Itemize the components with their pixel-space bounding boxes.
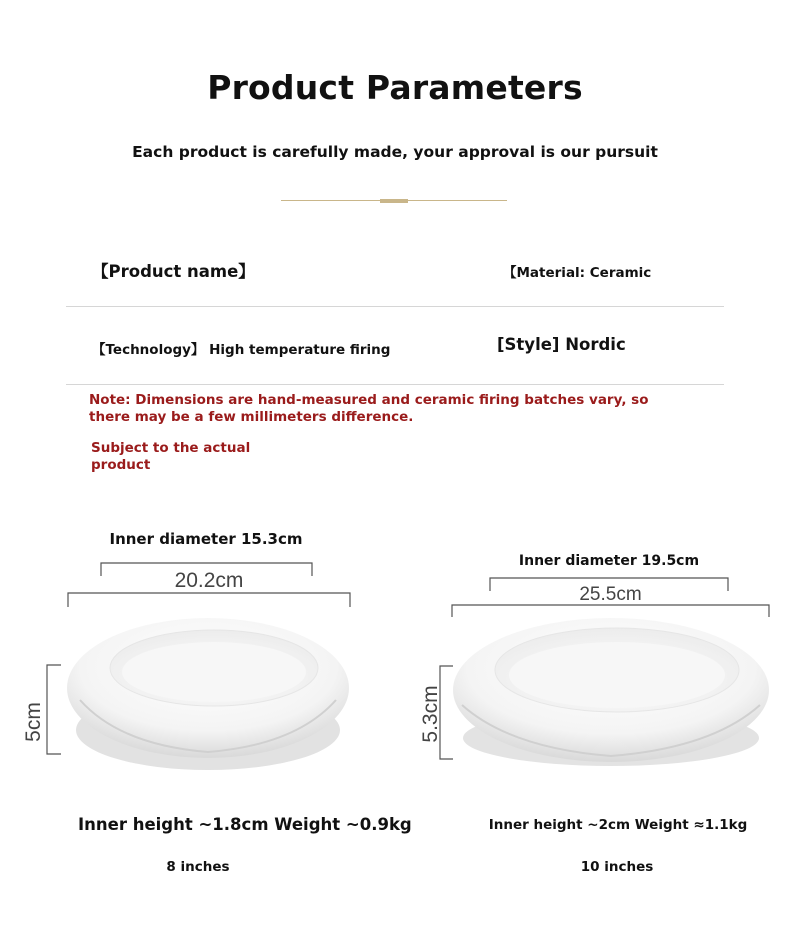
plate-1-inner-diameter-label: Inner diameter 15.3cm bbox=[109, 530, 303, 548]
plate-1-image bbox=[67, 618, 349, 770]
plate-2-inner-height-weight: Inner height ~2cm Weight ≈1.1kg bbox=[488, 817, 748, 833]
plate-2-inner-diameter-label: Inner diameter 19.5cm bbox=[518, 553, 700, 569]
spec-material: 【Material: Ceramic bbox=[503, 265, 652, 281]
plate-1-height-bracket bbox=[47, 665, 61, 754]
plate-1-outer-diameter-label: 20.2cm bbox=[174, 569, 244, 592]
plate-2-outer-diameter-bracket bbox=[452, 605, 769, 617]
spec-product-name: 【Product name】 bbox=[92, 262, 255, 281]
dimension-note: Note: Dimensions are hand-measured and ceramic firing batches vary, so there may be a few millimeters difference. bbox=[89, 392, 649, 425]
plate-1-inner-height-weight: Inner height ~1.8cm Weight ~0.9kg bbox=[78, 815, 412, 834]
plate-1-height-label: 5cm bbox=[22, 702, 45, 742]
plate-1-outer-diameter-bracket bbox=[68, 593, 350, 607]
plate-2-height-label: 5.3cm bbox=[419, 685, 442, 743]
plate-2-outer-diameter-label: 25.5cm bbox=[579, 584, 642, 605]
actual-product-note: Subject to the actual product bbox=[91, 440, 251, 473]
page-title: Product Parameters bbox=[207, 68, 583, 107]
plate-2-image bbox=[453, 618, 769, 766]
plate-1-size-label: 8 inches bbox=[166, 859, 230, 875]
spec-style: [Style] Nordic bbox=[497, 335, 626, 354]
page-subtitle: Each product is carefully made, your approval is our pursuit bbox=[132, 143, 658, 161]
spec-technology: 【Technology】 High temperature firing bbox=[92, 342, 391, 358]
plate-2-size-label: 10 inches bbox=[580, 859, 654, 875]
